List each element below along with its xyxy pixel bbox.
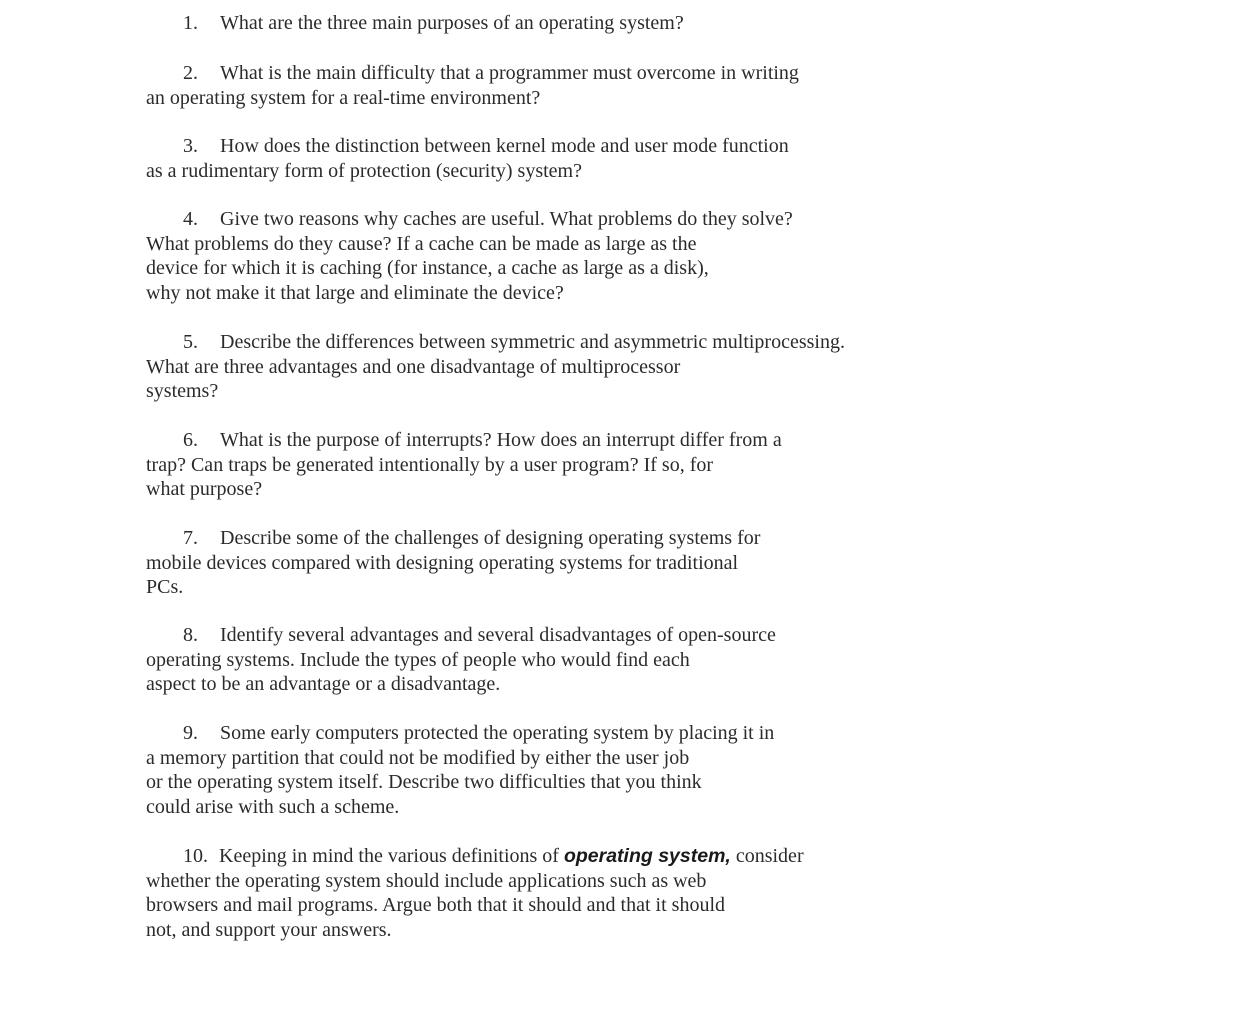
question-line: what purpose? <box>146 478 263 501</box>
question-number: 7. <box>183 527 198 549</box>
question-10 <box>146 844 804 942</box>
question-line: not, and support your answers. <box>146 918 392 941</box>
emphasized-term: operating system, <box>563 845 731 867</box>
question-line: a memory partition that could not be modified by either the user job <box>146 746 690 769</box>
question-line: mobile devices compared with designing operating systems for traditional <box>146 551 739 574</box>
question-line: whether the operating system should include applications such as web <box>146 869 707 892</box>
question-line: as a rudimentary form of protection (security) system? <box>146 159 582 182</box>
question-3 <box>146 134 789 183</box>
question-line: or the operating system itself. Describe two difficulties that you think <box>146 771 702 794</box>
question-line: 8. Identify several advantages and several disadvantages of open-source <box>183 624 776 646</box>
question-number: 9. <box>183 722 198 744</box>
question-line: operating systems. Include the types of people who would find each <box>146 648 690 671</box>
question-number: 1. <box>183 12 198 34</box>
question-line: an operating system for a real-time environment? <box>146 86 541 109</box>
question-number: 3. <box>183 135 198 157</box>
question-line: 6. What is the purpose of interrupts? How does an interrupt differ from a <box>183 429 782 451</box>
question-number: 6. <box>183 429 198 451</box>
question-4 <box>146 207 793 305</box>
question-8 <box>146 623 776 697</box>
question-line: 10. Keeping in mind the various definitions of operating system, consider <box>183 845 804 867</box>
question-line: why not make it that large and eliminate the device? <box>146 281 564 304</box>
question-line: PCs. <box>146 576 184 599</box>
question-line: 9. Some early computers protected the operating system by placing it in <box>183 722 775 744</box>
question-1 <box>146 11 684 36</box>
question-number: 5. <box>183 331 198 353</box>
question-number: 10. <box>183 845 208 867</box>
question-line: device for which it is caching (for instance, a cache as large as a disk), <box>146 257 709 280</box>
question-line: What problems do they cause? If a cache can be made as large as the <box>146 232 697 255</box>
question-5 <box>146 330 845 404</box>
question-line: What are three advantages and one disadvantage of multiprocessor <box>146 355 681 378</box>
question-line: 4. Give two reasons why caches are useful. What problems do they solve? <box>183 208 793 230</box>
question-2 <box>146 61 799 110</box>
question-number: 8. <box>183 624 198 646</box>
question-line: 3. How does the distinction between kernel mode and user mode function <box>183 135 789 157</box>
question-line: aspect to be an advantage or a disadvantage. <box>146 673 501 696</box>
question-6 <box>146 428 782 502</box>
question-line: 5. Describe the differences between symmetric and asymmetric multiprocessing. <box>183 331 845 353</box>
question-number: 2. <box>183 62 198 84</box>
question-line: 1. What are the three main purposes of an operating system? <box>183 12 684 34</box>
question-7 <box>146 526 760 600</box>
question-number: 4. <box>183 208 198 230</box>
question-9 <box>146 721 774 819</box>
question-line: systems? <box>146 380 219 403</box>
question-line: 7. Describe some of the challenges of designing operating systems for <box>183 527 761 549</box>
question-line: browsers and mail programs. Argue both that it should and that it should <box>146 894 726 917</box>
question-line: trap? Can traps be generated intentionally by a user program? If so, for <box>146 453 714 476</box>
question-line: could arise with such a scheme. <box>146 795 400 818</box>
question-line: 2. What is the main difficulty that a programmer must overcome in writing <box>183 62 799 84</box>
